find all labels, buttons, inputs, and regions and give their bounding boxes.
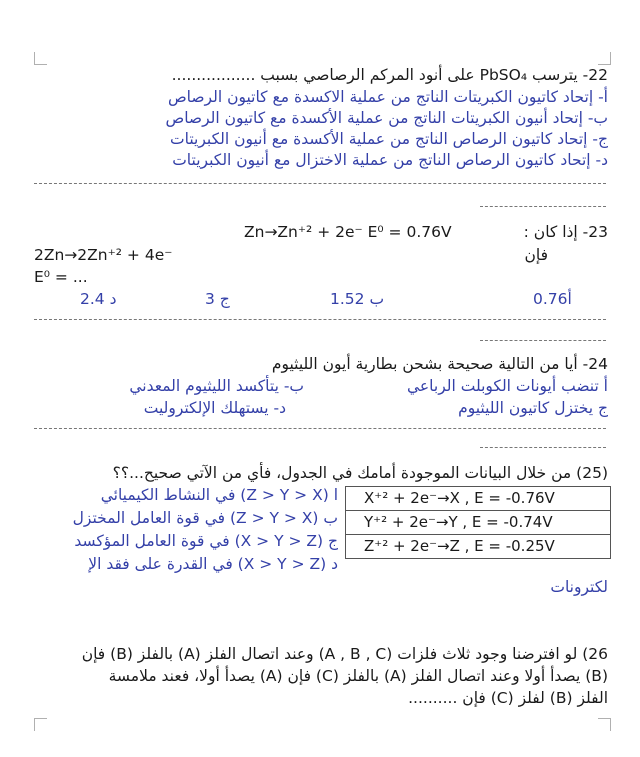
q25-option-c: ج (X > Y > Z) في قوة العامل المؤكسد xyxy=(74,532,338,550)
q24-option-b: ب- يتأكسد الليثيوم المعدني xyxy=(129,377,304,395)
divider xyxy=(480,206,606,207)
corner-mark-top-left xyxy=(34,52,47,65)
q22-option-c: ج- إتحاد كاتيون الرصاص الناتج من عملية الأكسدة مع أنيون الكبريتات xyxy=(170,130,608,148)
q25-option-a: ا (Z > Y > X) في النشاط الكيميائي xyxy=(100,486,338,504)
q23-ask: E⁰ = ... xyxy=(34,268,88,286)
q25-stem: (25) من خلال البيانات الموجودة أمامك في الجدول، فأي من الآتي صحيح...؟؟ xyxy=(112,464,608,482)
q24-option-d: د- يستهلك الإلكتروليت xyxy=(143,399,286,417)
q26-line-3: الفلز (B) لفلز (C) فإن .......... xyxy=(408,689,608,707)
q24-option-a: أ تنضب أيونات الكوبلت الرباعي xyxy=(407,377,608,395)
table-row: Z⁺² + 2e⁻→Z , E = -0.25V xyxy=(364,537,555,555)
divider xyxy=(480,447,606,448)
q26-line-2: (B) يصدأ أولا وعند اتصال الفلز (A) بالفلز (C) فإن (A) يصدأ أولا، فعند ملامسة xyxy=(108,667,608,685)
q25-continuation: لكترونات xyxy=(550,578,608,596)
divider xyxy=(34,183,606,184)
q23-then-label: فإن xyxy=(524,246,548,264)
corner-mark-top-right xyxy=(598,52,611,65)
divider xyxy=(34,428,606,429)
q23-option-b: ب 1.52 xyxy=(330,290,385,308)
divider xyxy=(480,340,606,341)
q22-stem: 22- يترسب PbSO₄ على أنود المركم الرصاصي بسبب ................. xyxy=(171,66,608,84)
q23-option-a: 0.76أ xyxy=(533,290,572,308)
q26-line-1: 26) لو افترضنا وجود ثلاث فلزات (A , B , C) وعند اتصال الفلز (A) بالفلز (B) فإن xyxy=(81,645,608,663)
q25-option-b: ب (Z > Y > X) في قوة العامل المختزل xyxy=(72,509,338,527)
q24-option-c: ج يختزل كاتيون الليثيوم xyxy=(458,399,608,417)
corner-mark-bottom-left xyxy=(34,718,47,731)
q22-option-a: أ- إتحاد كاتيون الكبريتات الناتج من عملية الاكسدة مع كاتيون الرصاص xyxy=(167,88,608,106)
q22-option-b: ب- إتحاد أنيون الكبريتات الناتج من عملية الأكسدة مع كاتيون الرصاص xyxy=(165,109,608,127)
table-row: Y⁺² + 2e⁻→Y , E = -0.74V xyxy=(346,511,610,535)
q23-option-c: ج 3 xyxy=(205,290,230,308)
table-row: X⁺² + 2e⁻→X , E = -0.76V xyxy=(346,487,610,511)
q24-stem: 24- أيا من التالية صحيحة بشحن بطارية أيون الليثيوم xyxy=(271,355,608,373)
divider xyxy=(34,319,606,320)
q22-option-d: د- إتحاد كاتيون الرصاص الناتج من عملية الاختزال مع أنيون الكبريتات xyxy=(172,151,608,169)
q23-given-equation: Zn→Zn⁺² + 2e⁻ E⁰ = 0.76V xyxy=(244,223,452,241)
q23-reaction: 2Zn→2Zn⁺² + 4e⁻ xyxy=(34,246,173,264)
q23-option-d: د 2.4 xyxy=(80,290,117,308)
q25-option-d: د (X > Y > Z) في القدرة على فقد الإ xyxy=(88,555,338,573)
q23-stem-label: 23- إذا كان : xyxy=(523,223,608,241)
q25-reactions-table xyxy=(345,486,611,559)
corner-mark-bottom-right xyxy=(598,718,611,731)
